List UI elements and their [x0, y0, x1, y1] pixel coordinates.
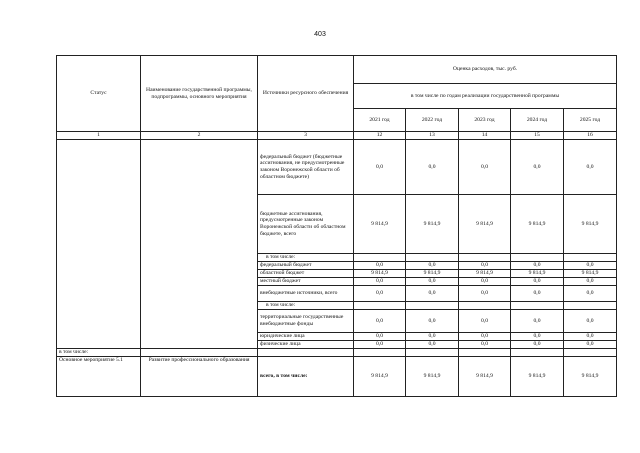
empty-cell — [258, 349, 354, 357]
value-cell: 0,0 — [564, 140, 617, 195]
value-cell: 9 814,9 — [564, 357, 617, 397]
year-header: 2025 год — [564, 109, 617, 132]
empty-cell — [406, 349, 459, 357]
value-cell — [406, 254, 459, 262]
source-label: территориальные государственные внебюджетные фонды — [258, 310, 354, 333]
value-cell: 0,0 — [564, 341, 617, 349]
year-header: 2024 год — [511, 109, 564, 132]
main-event-row — [57, 357, 617, 397]
value-cell: 0,0 — [564, 333, 617, 341]
value-cell: 9 814,9 — [564, 195, 617, 254]
value-cell: 0,0 — [354, 286, 406, 302]
header-by-years: в том числе по годам реализации государственной программы — [354, 84, 617, 109]
value-cell: 9 814,9 — [354, 270, 406, 278]
value-cell: 0,0 — [564, 310, 617, 333]
column-number-row — [57, 132, 617, 140]
source-label: бюджетные ассигнования, предусмотренные законом Воронежской области об областном бюджете, всего — [258, 195, 354, 254]
col-number: 12 — [354, 132, 406, 140]
value-cell: 0,0 — [564, 262, 617, 270]
header-sources: Источники ресурсного обеспечения — [258, 56, 354, 132]
value-cell: 0,0 — [459, 262, 511, 270]
status-cell-empty — [57, 140, 141, 349]
source-label: юридические лица — [258, 333, 354, 341]
source-label: федеральный бюджет (бюджетные ассигнования, не предусмотренные законом Воронежской области об областном бюджете) — [258, 140, 354, 195]
year-header: 2021 год — [354, 109, 406, 132]
main-event-name: Развитие профессионального образования — [141, 357, 258, 397]
value-cell: 0,0 — [354, 262, 406, 270]
value-cell: 0,0 — [511, 310, 564, 333]
value-cell: 0,0 — [354, 140, 406, 195]
col-number: 2 — [141, 132, 258, 140]
value-cell: 0,0 — [354, 278, 406, 286]
main-event-source: всего, в том числе: — [258, 357, 354, 397]
value-cell: 0,0 — [564, 278, 617, 286]
col-number: 16 — [564, 132, 617, 140]
table-row — [57, 140, 617, 195]
value-cell — [564, 254, 617, 262]
col-number: 15 — [511, 132, 564, 140]
value-cell: 0,0 — [406, 286, 459, 302]
value-cell: 0,0 — [459, 278, 511, 286]
value-cell: 9 814,9 — [564, 270, 617, 278]
value-cell: 9 814,9 — [459, 357, 511, 397]
header-estimate: Оценка расходов, тыс. руб. — [354, 56, 617, 84]
name-cell-empty — [141, 140, 258, 349]
col-number: 3 — [258, 132, 354, 140]
year-header: 2023 год — [459, 109, 511, 132]
empty-cell — [354, 349, 406, 357]
value-cell: 9 814,9 — [354, 195, 406, 254]
main-event-status: Основное мероприятие 5.1 — [57, 357, 141, 397]
value-cell: 9 814,9 — [511, 195, 564, 254]
value-cell: 0,0 — [459, 341, 511, 349]
value-cell: 0,0 — [511, 333, 564, 341]
value-cell: 9 814,9 — [459, 195, 511, 254]
resource-table — [56, 55, 617, 397]
col-number: 1 — [57, 132, 141, 140]
value-cell — [354, 254, 406, 262]
value-cell: 0,0 — [511, 140, 564, 195]
incl-label: в том числе: — [57, 349, 141, 357]
source-label: в том числе: — [258, 302, 354, 310]
value-cell: 0,0 — [511, 262, 564, 270]
value-cell: 0,0 — [564, 286, 617, 302]
value-cell: 0,0 — [354, 333, 406, 341]
value-cell: 0,0 — [406, 140, 459, 195]
table-row — [57, 349, 617, 357]
source-label: областной бюджет — [258, 270, 354, 278]
value-cell: 0,0 — [354, 341, 406, 349]
empty-cell — [141, 349, 258, 357]
header-name: Наименование государственной программы, подпрограммы, основного мероприятия — [141, 56, 258, 132]
value-cell: 9 814,9 — [511, 357, 564, 397]
value-cell — [354, 302, 406, 310]
source-label: физические лица — [258, 341, 354, 349]
value-cell: 0,0 — [406, 310, 459, 333]
value-cell: 9 814,9 — [406, 357, 459, 397]
value-cell — [406, 302, 459, 310]
col-number: 14 — [459, 132, 511, 140]
value-cell: 0,0 — [406, 333, 459, 341]
header-status: Статус — [57, 56, 141, 132]
value-cell: 0,0 — [459, 310, 511, 333]
col-number: 13 — [406, 132, 459, 140]
value-cell: 0,0 — [511, 286, 564, 302]
source-label: местный бюджет — [258, 278, 354, 286]
value-cell: 0,0 — [511, 278, 564, 286]
value-cell: 0,0 — [459, 333, 511, 341]
value-cell: 0,0 — [511, 341, 564, 349]
page-number: 403 — [314, 31, 326, 38]
value-cell: 0,0 — [406, 262, 459, 270]
value-cell: 9 814,9 — [406, 195, 459, 254]
value-cell: 0,0 — [406, 341, 459, 349]
year-header: 2022 год — [406, 109, 459, 132]
value-cell: 9 814,9 — [354, 357, 406, 397]
value-cell: 0,0 — [459, 286, 511, 302]
value-cell — [459, 302, 511, 310]
empty-cell — [564, 349, 617, 357]
value-cell — [564, 302, 617, 310]
source-label: федеральный бюджет — [258, 262, 354, 270]
value-cell: 9 814,9 — [406, 270, 459, 278]
value-cell — [511, 254, 564, 262]
value-cell: 0,0 — [406, 278, 459, 286]
empty-cell — [459, 349, 511, 357]
value-cell: 0,0 — [354, 310, 406, 333]
value-cell: 9 814,9 — [511, 270, 564, 278]
source-label: внебюджетные источники, всего — [258, 286, 354, 302]
value-cell — [459, 254, 511, 262]
source-label: в том числе: — [258, 254, 354, 262]
empty-cell — [511, 349, 564, 357]
value-cell — [511, 302, 564, 310]
value-cell: 9 814,9 — [459, 270, 511, 278]
value-cell: 0,0 — [459, 140, 511, 195]
